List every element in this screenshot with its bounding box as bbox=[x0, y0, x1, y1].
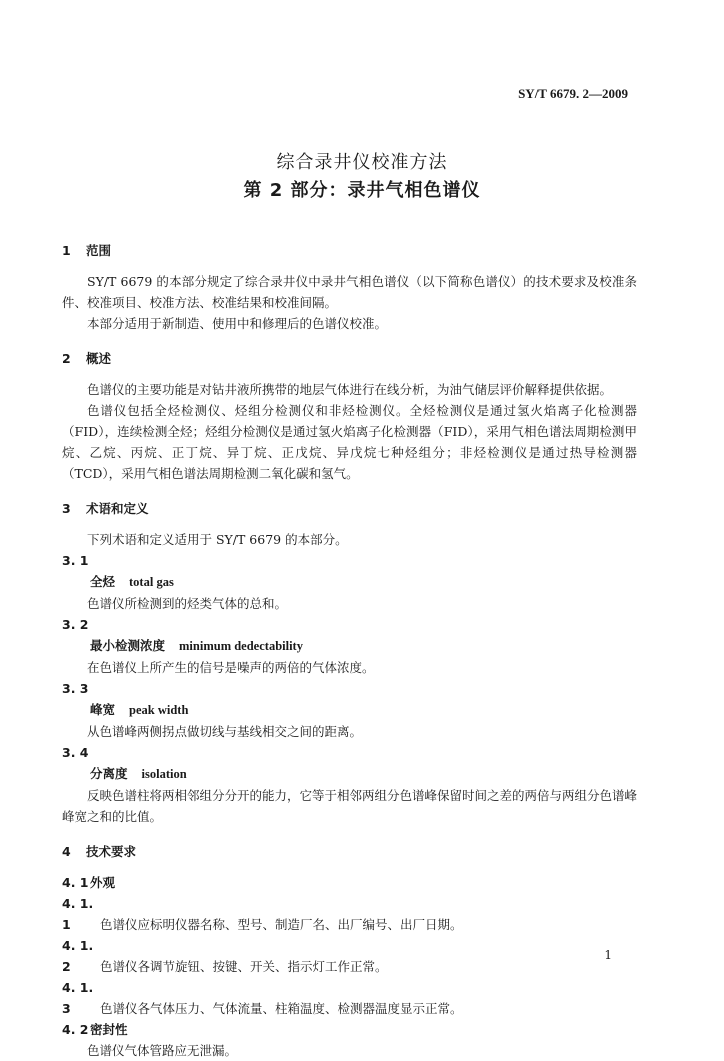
paragraph: 色谱仪包括全烃检测仪、烃组分检测仪和非烃检测仪。全烃检测仪是通过氢火焰离子化检测器（FID），连续检测全烃；烃组分检测仪是通过氢火焰离子化检测器（FID），采用气相色谱法周期检测甲烷、乙烷、丙烷、正丁烷、异丁烷、正戊烷、异戊烷七种烃组分；非烃检测仪是通过热导检测器（TCD），采用气相色谱法周期检测二氧化碳和氢气。 bbox=[62, 403, 637, 481]
term-definition: 在色谱仪上所产生的信号是噪声的两倍的气体浓度。 bbox=[87, 660, 375, 675]
term-en: total gas bbox=[129, 575, 174, 589]
term-number: 3. 2 bbox=[62, 617, 89, 632]
term-en: minimum dedectability bbox=[179, 639, 303, 653]
clause-text: 色谱仪各气体压力、气体流量、柱箱温度、检测器温度显示正常。 bbox=[100, 1001, 463, 1016]
paragraph: 本部分适用于新制造、使用中和修理后的色谱仪校准。 bbox=[87, 316, 388, 331]
paragraph: 色谱仪气体管路应无泄漏。 bbox=[87, 1043, 238, 1058]
section-heading bbox=[62, 498, 637, 519]
subsection-number: 4. 2 bbox=[62, 1022, 89, 1037]
clause bbox=[62, 935, 637, 977]
term-cn: 全烃 bbox=[90, 574, 116, 589]
section-heading bbox=[62, 348, 637, 369]
term-cn: 最小检测浓度 bbox=[90, 638, 166, 653]
section-number: 1 bbox=[62, 243, 71, 258]
subsection-heading bbox=[62, 872, 637, 893]
term-definition: 色谱仪所检测到的烃类气体的总和。 bbox=[87, 596, 288, 611]
term-number: 3. 4 bbox=[62, 745, 89, 760]
section-title: 概述 bbox=[86, 351, 112, 366]
section-heading bbox=[62, 841, 637, 862]
term-title bbox=[90, 699, 637, 721]
term-title bbox=[90, 571, 637, 593]
term-title bbox=[90, 635, 637, 657]
page-number: 1 bbox=[604, 948, 612, 962]
term-cn: 峰宽 bbox=[90, 702, 116, 717]
paragraph: 色谱仪的主要功能是对钻井液所携带的地层气体进行在线分析，为油气储层评价解释提供依据。 bbox=[87, 382, 613, 397]
term-en: isolation bbox=[141, 767, 187, 781]
subsection-title: 密封性 bbox=[90, 1022, 128, 1037]
section-title: 技术要求 bbox=[86, 844, 137, 859]
term-cn: 分离度 bbox=[90, 766, 128, 781]
clause bbox=[62, 893, 637, 935]
term-number: 3. 1 bbox=[62, 553, 89, 568]
clause-number: 4. 1. 2 bbox=[62, 938, 94, 974]
document-subtitle: 第 2 部分：录井气相色谱仪 bbox=[243, 180, 481, 201]
term-number: 3. 3 bbox=[62, 681, 89, 696]
section-number: 3 bbox=[62, 501, 71, 516]
term-definition: 反映色谱柱将两相邻组分分开的能力，它等于相邻两组分色谱峰保留时间之差的两倍与两组分色谱峰峰宽之和的比值。 bbox=[62, 788, 638, 824]
subsection-heading bbox=[62, 1019, 637, 1040]
paragraph: SY/T 6679 的本部分规定了综合录井仪中录井气相色谱仪（以下简称色谱仪）的技术要求及校准条件、校准项目、校准方法、校准结果和校准间隔。 bbox=[62, 274, 637, 310]
section-number: 4 bbox=[62, 844, 71, 859]
clause-text: 色谱仪应标明仪器名称、型号、制造厂名、出厂编号、出厂日期。 bbox=[100, 917, 463, 932]
subsection-title: 外观 bbox=[90, 875, 116, 890]
clause-text: 色谱仪各调节旋钮、按键、开关、指示灯工作正常。 bbox=[100, 959, 388, 974]
clause-number: 4. 1. 1 bbox=[62, 896, 94, 932]
document-title: 综合录井仪校准方法 bbox=[276, 152, 448, 173]
section-number: 2 bbox=[62, 351, 71, 366]
section-heading bbox=[62, 240, 637, 261]
paragraph: 下列术语和定义适用于 SY/T 6679 的本部分。 bbox=[87, 532, 348, 547]
term-title bbox=[90, 763, 637, 785]
clause-number: 4. 1. 3 bbox=[62, 980, 94, 1016]
section-title: 术语和定义 bbox=[86, 501, 149, 516]
document-body bbox=[62, 240, 637, 1061]
standard-code: SY/T 6679. 2—2009 bbox=[518, 86, 628, 101]
subsection-number: 4. 1 bbox=[62, 875, 89, 890]
term-definition: 从色谱峰两侧拐点做切线与基线相交之间的距离。 bbox=[87, 724, 363, 739]
section-title: 范围 bbox=[86, 243, 112, 258]
clause bbox=[62, 977, 637, 1019]
term-en: peak width bbox=[129, 703, 189, 717]
